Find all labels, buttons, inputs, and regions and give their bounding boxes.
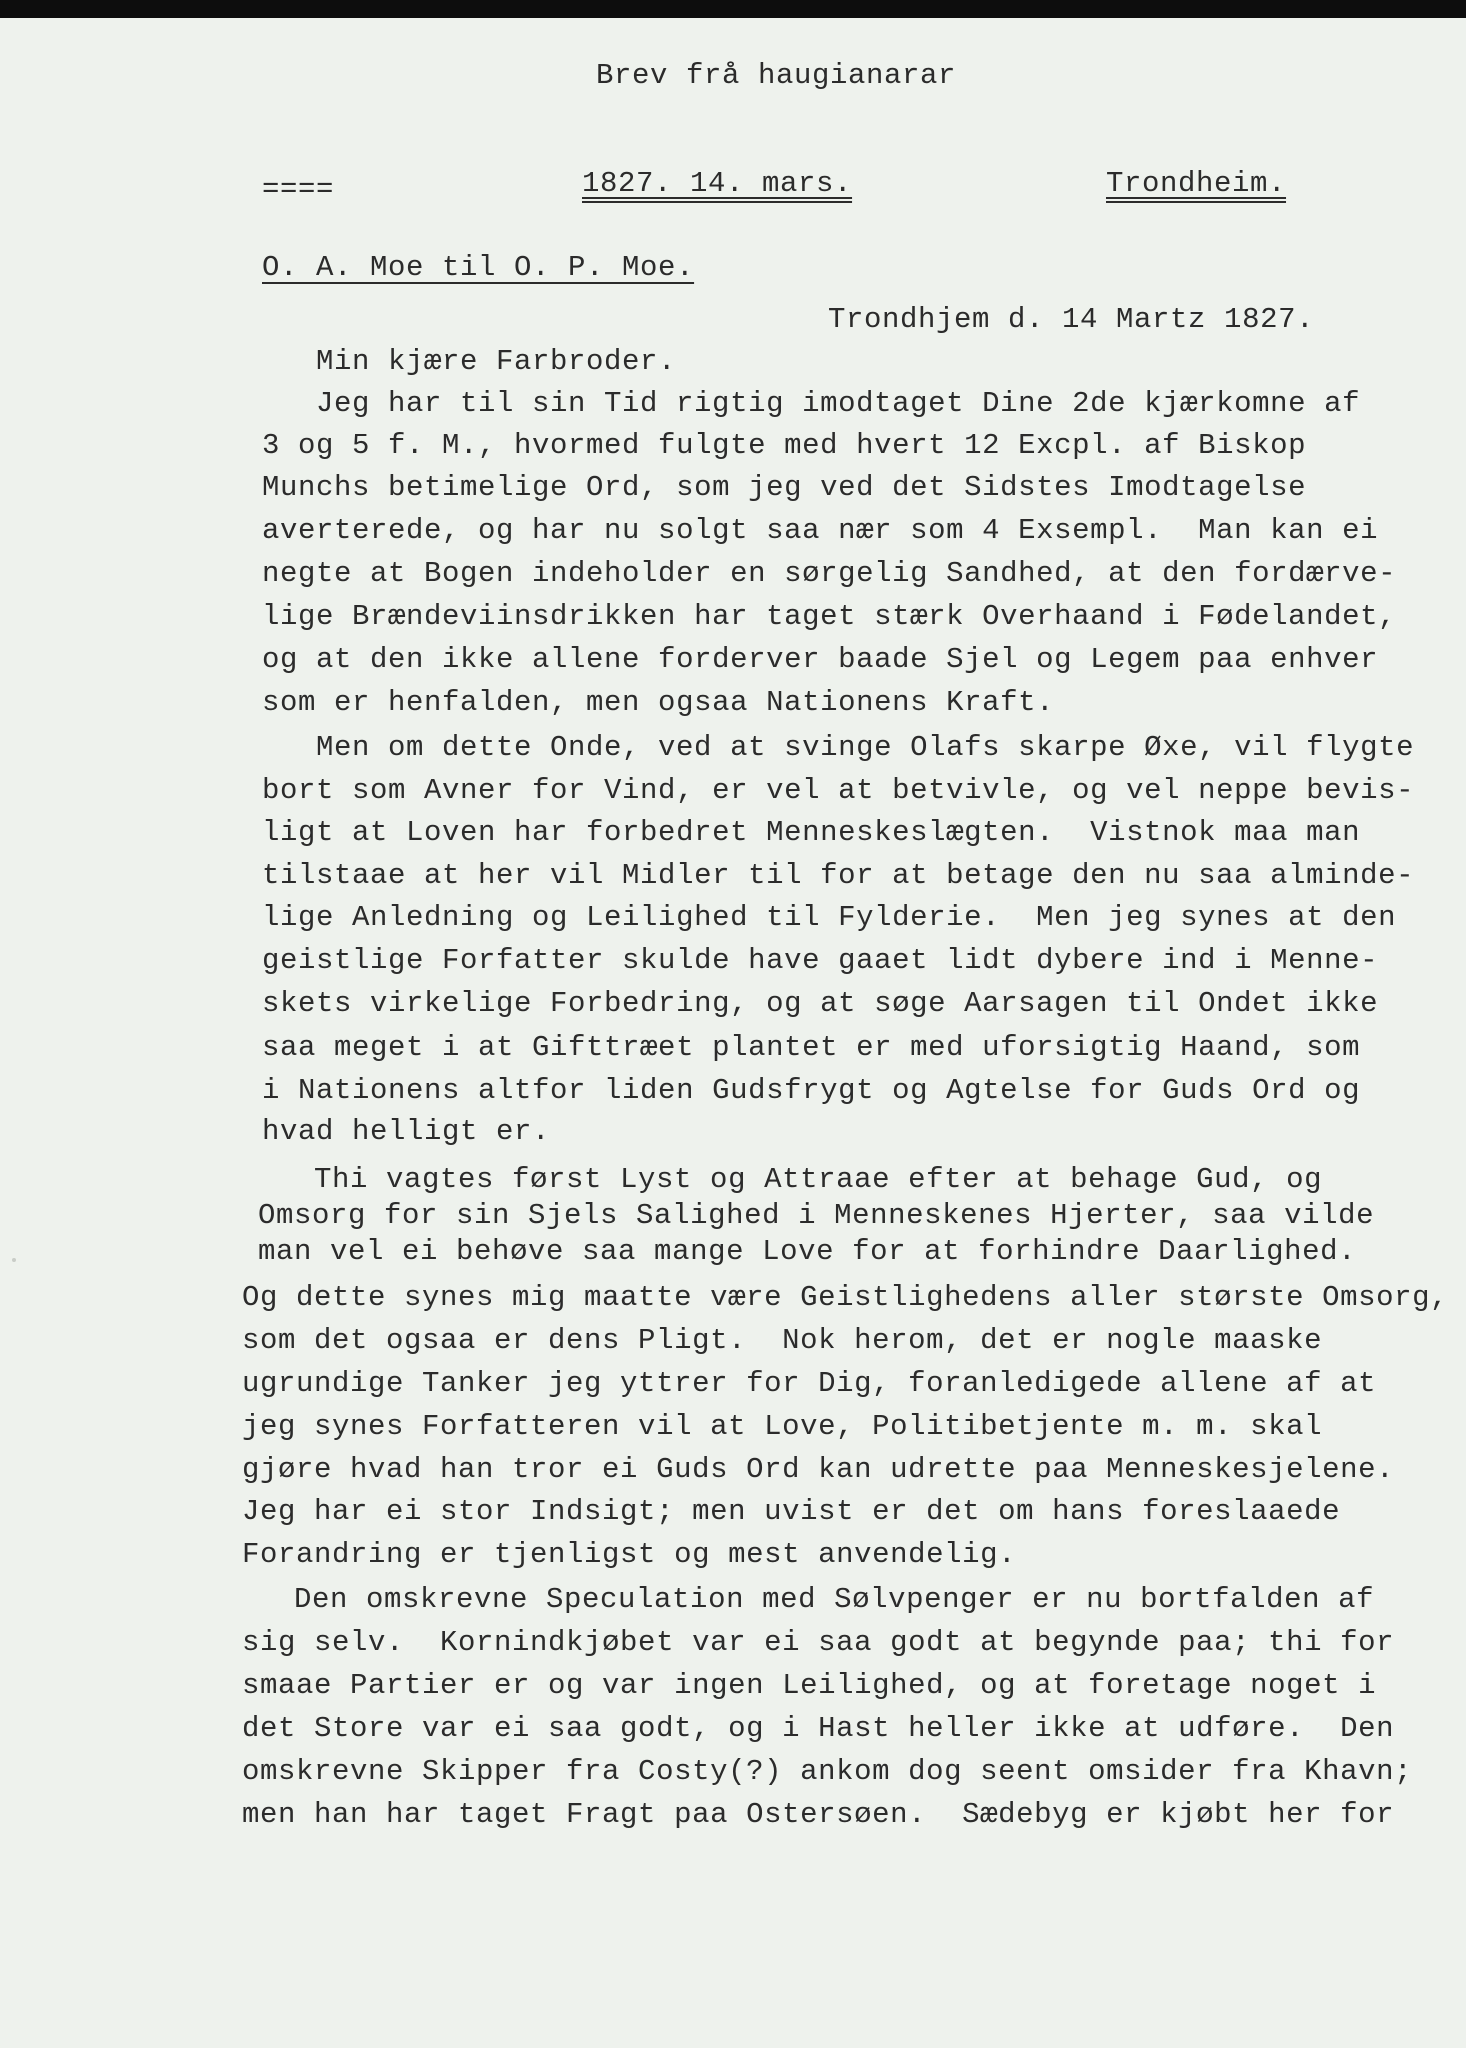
body-line: Forandring er tjenligst og mest anvendelig. — [242, 1538, 1017, 1571]
body-line: 3 og 5 f. M., hvormed fulgte med hvert 12 Excpl. af Biskop — [262, 429, 1307, 462]
body-line: Og dette synes mig maatte være Geistlighedens aller største Omsorg, — [242, 1281, 1449, 1314]
body-line: Omsorg for sin Sjels Salighed i Menneskenes Hjerter, saa vilde — [258, 1199, 1375, 1232]
letter-subject: O. A. Moe til O. P. Moe. — [262, 251, 695, 284]
body-line: hvad helligt er. — [262, 1115, 551, 1148]
body-line: sig selv. Kornindkjøbet var ei saa godt at begynde paa; thi for — [242, 1626, 1395, 1659]
body-line: men han har taget Fragt paa Ostersøen. Sædebyg er kjøbt her for — [242, 1798, 1395, 1831]
header-marker: ==== — [262, 173, 335, 206]
body-line: lige Brændeviinsdrikken har taget stærk Overhaand i Fødelandet, — [262, 600, 1397, 633]
body-line: og at den ikke allene forderver baade Sjel og Legem paa enhver — [262, 643, 1379, 676]
body-line: det Store var ei saa godt, og i Hast heller ikke at udføre. Den — [242, 1712, 1395, 1745]
body-line: saa meget i at Gifttræet plantet er med uforsigtig Haand, som — [262, 1031, 1361, 1064]
body-line: Jeg har ei stor Indsigt; men uvist er det om hans foreslaaede — [242, 1495, 1341, 1528]
letter-dateline: Trondhjem d. 14 Martz 1827. — [828, 303, 1315, 336]
body-line: Min kjære Farbroder. — [316, 345, 677, 378]
document-title: Brev frå haugianarar — [596, 59, 957, 92]
header-place: Trondheim. — [1106, 167, 1287, 200]
body-line: Thi vagtes først Lyst og Attraae efter at behage Gud, og — [314, 1163, 1323, 1196]
body-line: Men om dette Onde, ved at svinge Olafs skarpe Øxe, vil flygte — [316, 731, 1415, 764]
body-line: skets virkelige Forbedring, og at søge Aarsagen til Ondet ikke — [262, 987, 1379, 1020]
body-line: averterede, og har nu solgt saa nær som 4 Exsempl. Man kan ei — [262, 514, 1379, 547]
scan-top-border — [0, 0, 1466, 18]
header-date: 1827. 14. mars. — [582, 167, 853, 200]
body-line: man vel ei behøve saa mange Love for at forhindre Daarlighed. — [258, 1235, 1357, 1268]
body-line: negte at Bogen indeholder en sørgelig Sandhed, at den fordærve- — [262, 557, 1397, 590]
body-line: lige Anledning og Leilighed til Fylderie. Men jeg synes at den — [262, 901, 1397, 934]
body-line: som er henfalden, men ogsaa Nationens Kraft. — [262, 686, 1055, 719]
body-line: i Nationens altfor liden Gudsfrygt og Agtelse for Guds Ord og — [262, 1074, 1361, 1107]
body-line: omskrevne Skipper fra Costy(?) ankom dog seent omsider fra Khavn; — [242, 1755, 1413, 1788]
body-line: tilstaae at her vil Midler til for at betage den nu saa alminde- — [262, 859, 1415, 892]
body-line: gjøre hvad han tror ei Guds Ord kan udrette paa Menneskesjelene. — [242, 1453, 1395, 1486]
body-line: Jeg har til sin Tid rigtig imodtaget Dine 2de kjærkomne af — [316, 387, 1361, 420]
body-line: bort som Avner for Vind, er vel at betvivle, og vel neppe bevis- — [262, 774, 1415, 807]
body-line: Munchs betimelige Ord, som jeg ved det Sidstes Imodtagelse — [262, 471, 1307, 504]
body-line: jeg synes Forfatteren vil at Love, Politibetjente m. m. skal — [242, 1410, 1323, 1443]
body-line: ugrundige Tanker jeg yttrer for Dig, foranledigede allene af at — [242, 1367, 1377, 1400]
body-line: ligt at Loven har forbedret Menneskeslægten. Vistnok maa man — [262, 816, 1361, 849]
body-line: som det ogsaa er dens Pligt. Nok herom, det er nogle maaske — [242, 1324, 1323, 1357]
body-line: geistlige Forfatter skulde have gaaet lidt dybere ind i Menne- — [262, 944, 1379, 977]
body-line: Den omskrevne Speculation med Sølvpenger er nu bortfalden af — [294, 1583, 1375, 1616]
body-line: smaae Partier er og var ingen Leilighed, og at foretage noget i — [242, 1669, 1377, 1702]
scan-speck — [12, 1258, 16, 1262]
